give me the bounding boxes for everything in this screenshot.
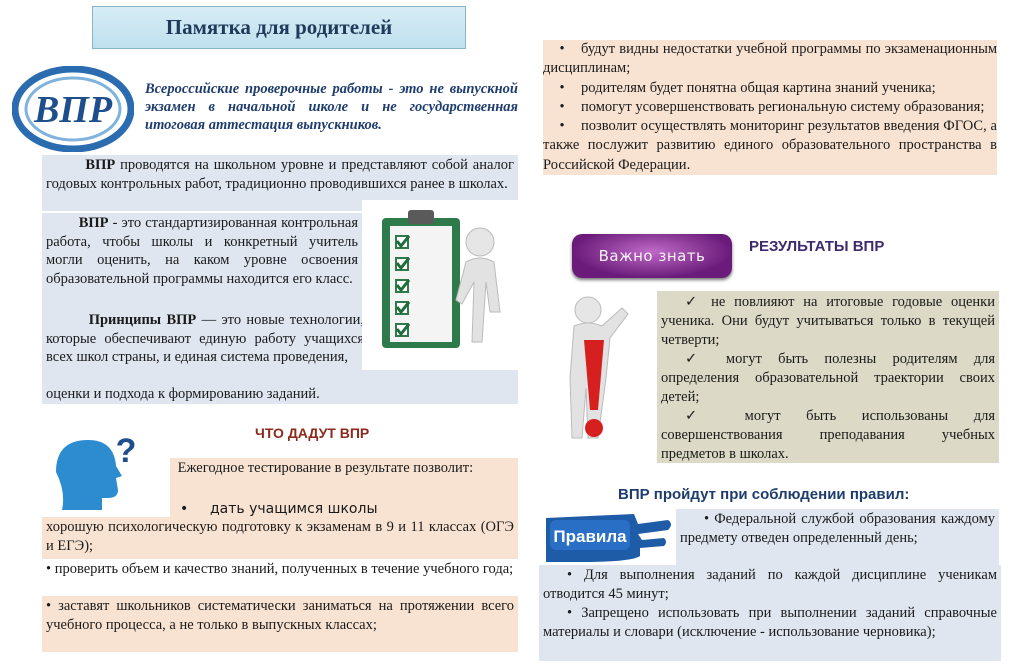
- results-list: [657, 291, 999, 463]
- para1-bold: ВПР: [85, 157, 116, 173]
- para3-bold: Принципы ВПР: [88, 312, 197, 328]
- benefit-2: • проверить объем и качество знаний, полученных в течение учебного года;: [42, 559, 518, 596]
- page-title: Памятка для родителей: [165, 15, 393, 39]
- important-label: Важно знать: [598, 247, 706, 265]
- results-item: ✓ могут быть использованы для совершенствования преподавания учебных предметов в школах.: [661, 408, 995, 462]
- vpr-logo: [12, 66, 134, 152]
- important-to-know-badge: [572, 234, 732, 278]
- rule-item: • Запрещено использовать при выполнении заданий справочные материалы и словари (исключение - использование черновика);: [539, 603, 1001, 661]
- svg-text:?: ?: [115, 432, 137, 470]
- para1-text: проводятся на школьном уровне и представляют собой аналог годовых контрольных работ, традиционно проводившихся ранее в школах.: [46, 157, 514, 192]
- annual-testing-text: Ежегодное тестирование в результате позволит:: [177, 460, 474, 476]
- rules-hand-badge: [542, 508, 672, 564]
- para2-text: - это стандартизированная контрольная работа, чтобы школы и конкретный учитель могли оценить, на каком уровне освоения образовательной программы находится его класс.: [46, 215, 359, 287]
- benefit-1-start-text: дать учащимся школы: [210, 501, 378, 517]
- benefit-1-rest: хорошую психологическую подготовку к экзаменам в 9 и 11 классах (ОГЭ и ЕГЭ);: [42, 517, 518, 559]
- vpr-logo-text: ВПР: [33, 89, 113, 131]
- benefits-item: • помогут усовершенствовать региональную систему образования;: [543, 98, 997, 117]
- para2-bold: ВПР: [78, 215, 109, 231]
- para3-last-line: оценки и подхода к формированию заданий.: [46, 386, 320, 402]
- rule-item: • Федеральной службой образования каждому предмету отведен определенный день;: [676, 509, 999, 565]
- para-vpr-standardized: [42, 213, 362, 310]
- benefit-3: • заставят школьников систематически заниматься на протяжении всего учебного процесса, а не только в выпускных классах;: [42, 596, 518, 652]
- thinking-head-icon: [46, 432, 146, 510]
- benefits-item: • будут видны недостатки учебной программы по экзаменационным дисциплинам;: [543, 40, 997, 79]
- what-give-heading: ЧТО ДАДУТ ВПР: [255, 425, 370, 441]
- annual-testing-lead: [170, 458, 518, 500]
- para3-text: — это новые технологии, которые обеспечивают единую работу учащихся всех школ страны, и единая система проведения,: [46, 312, 365, 365]
- intro-text: Всероссийские проверочные работы - это не выпускной экзамен в начальной школе и не государственная итоговая аттестация выпускников.: [145, 81, 518, 133]
- results-item: ✓ не повлияют на итоговые годовые оценки ученика. Они будут учитываться только в текущей четверти;: [661, 294, 995, 348]
- checklist-figure-illustration: [362, 200, 522, 370]
- results-item: ✓ могут быть полезны родителям для определения образовательной траектории своих детей;: [661, 351, 995, 405]
- benefit-1-start: [170, 500, 518, 517]
- rules-badge-text: Правила: [553, 527, 627, 546]
- bullet-mark: •: [180, 501, 189, 517]
- exclamation-figure-illustration: [546, 290, 656, 450]
- benefits-list: [539, 38, 1001, 216]
- rules-heading: ВПР пройдут при соблюдении правил:: [618, 486, 910, 503]
- benefits-item: • позволит осуществлять мониторинг результатов введения ФГОС, а также послужит развитию единого образовательного пространства в Российской Федерации.: [543, 117, 997, 175]
- benefits-item: • родителям будет понятна общая картина знаний ученика;: [543, 79, 997, 98]
- results-heading: РЕЗУЛЬТАТЫ ВПР: [749, 238, 885, 255]
- page-title-box: [92, 6, 466, 49]
- rule-item: • Для выполнения заданий по каждой дисциплине ученикам отводится 45 минут;: [539, 565, 1001, 603]
